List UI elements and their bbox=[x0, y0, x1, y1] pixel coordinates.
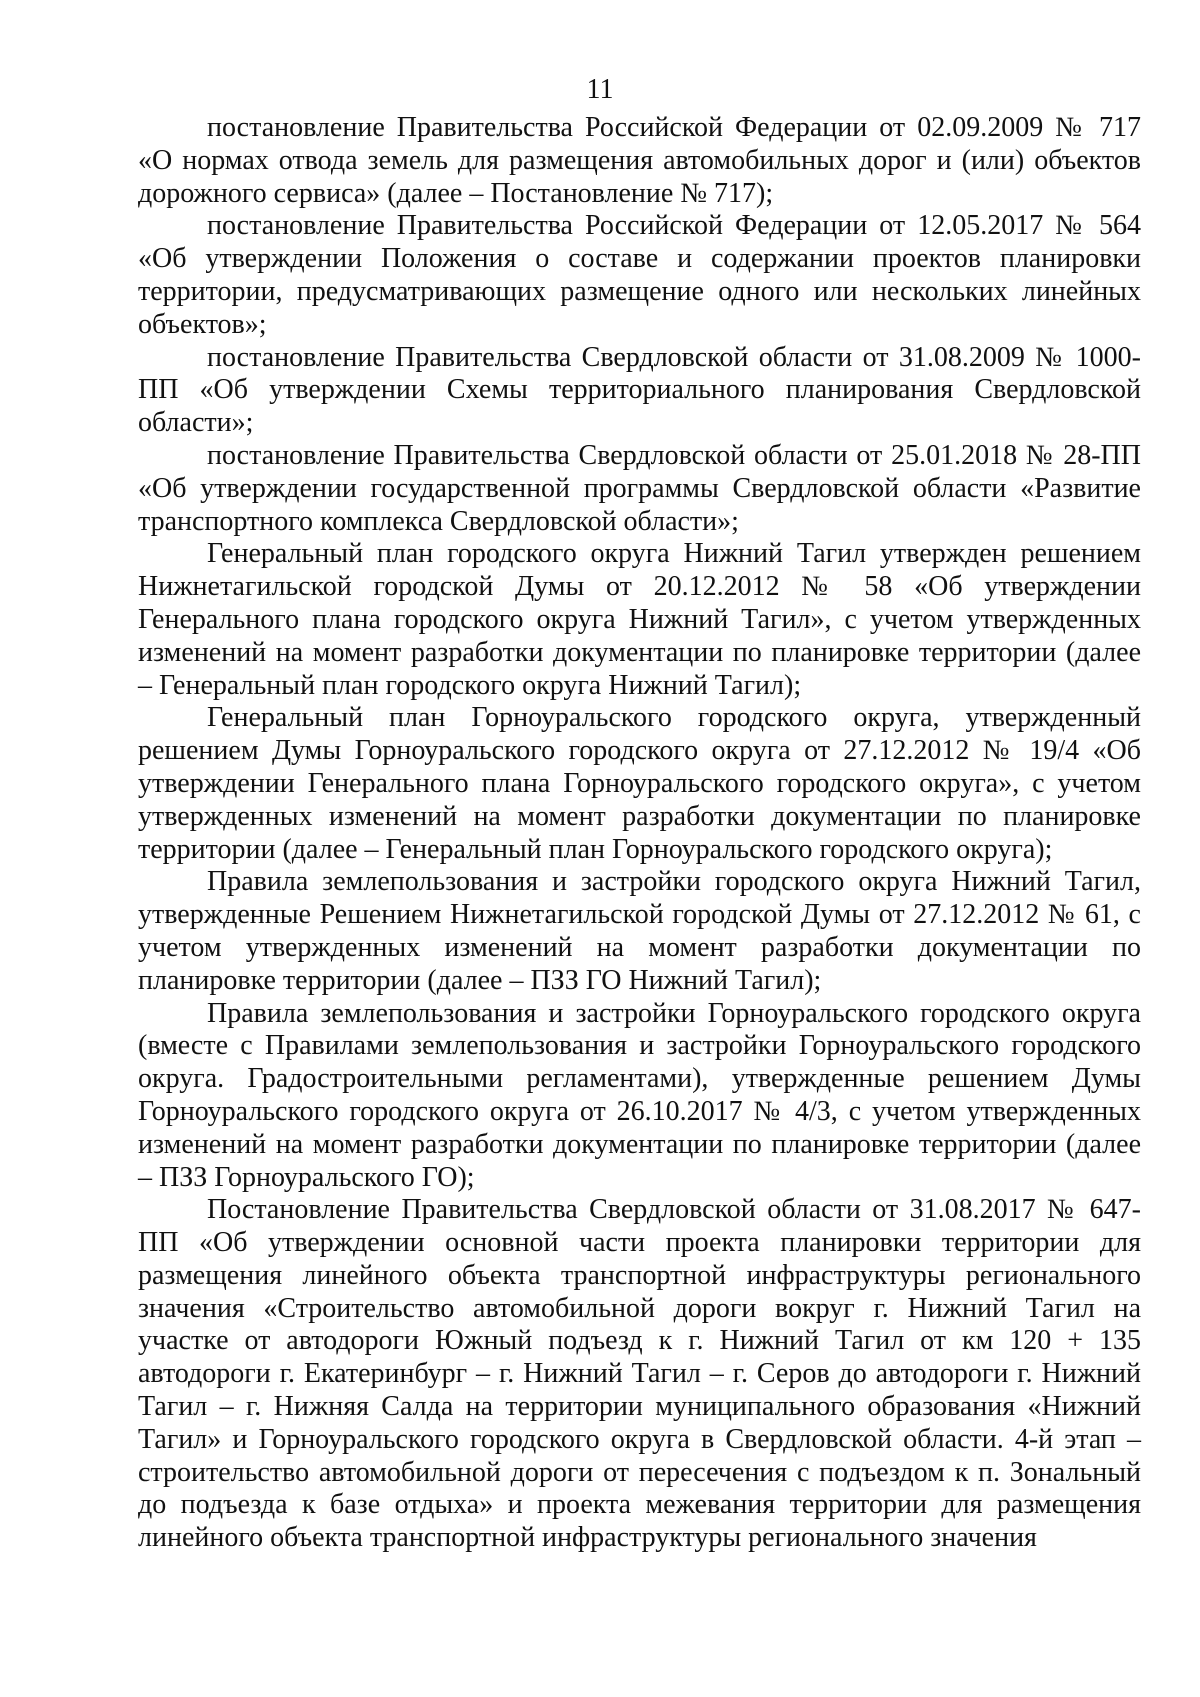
paragraph-general-plan-gornouralsky: Генеральный план Горноуральского городского округа, утвержденный решением Думы Горноуральского городского округа от 27.12.2012 № 19/4 «Об утверждении Генерального плана Горноуральского городского округа», с учетом утвержденных изменений на момент разработки документации по планировке территории (далее – Генеральный план Горноуральского городского округа); bbox=[138, 702, 1141, 865]
paragraph-general-plan-nizhny-tagil: Генеральный план городского округа Нижний Тагил утвержден решением Нижнетагильской городской Думы от 20.12.2012 № 58 «Об утверждении Генерального плана городского округа Нижний Тагил», с учетом утвержденных изменений на момент разработки документации по планировке территории (далее – Генеральный план городского округа Нижний Тагил); bbox=[138, 538, 1141, 701]
paragraph-land-use-rules-nizhny-tagil: Правила землепользования и застройки городского округа Нижний Тагил, утвержденные Решением Нижнетагильской городской Думы от 27.12.2012 № 61, с учетом утвержденных изменений на момент разработки документации по планировке территории (далее – ПЗЗ ГО Нижний Тагил); bbox=[138, 866, 1141, 996]
paragraph-resolution-564: постановление Правительства Российской Федерации от 12.05.2017 № 564 «Об утверждении Положения о составе и содержании проектов планировки территории, предусматривающих размещение одного или нескольких линейных объектов»; bbox=[138, 210, 1141, 340]
paragraph-resolution-1000-pp: постановление Правительства Свердловской области от 31.08.2009 № 1000-ПП «Об утверждении Схемы территориального планирования Свердловской области»; bbox=[138, 341, 1141, 439]
paragraph-resolution-717: постановление Правительства Российской Федерации от 02.09.2009 № 717 «О нормах отвода земель для размещения автомобильных дорог и (или) объектов дорожного сервиса» (далее – Постановление № 717); bbox=[138, 112, 1141, 209]
paragraph-resolution-647-pp: Постановление Правительства Свердловской области от 31.08.2017 № 647-ПП «Об утверждении основной части проекта планировки территории для размещения линейного объекта транспортной инфраструктуры регионального значения «Строительство автомобильной дороги вокруг г. Нижний Тагил на участке от автодороги Южный подъезд к г. Нижний Тагил от км 120 + 135 автодороги г. Екатеринбург – г. Нижний Тагил – г. Серов до автодороги г. Нижний Тагил – г. Нижняя Салда на территории муниципального образования «Нижний Тагил» и Горноуральского городского округа в Свердловской области. 4-й этап – строительство автомобильной дороги от пересечения с подъездом к п. Зональный до подъезда к базе отдыха» и проекта межевания территории для размещения линейного объекта транспортной инфраструктуры регионального значения bbox=[138, 1194, 1141, 1554]
document-body bbox=[138, 112, 1141, 1555]
paragraph-resolution-28-pp: постановление Правительства Свердловской области от 25.01.2018 № 28-ПП «Об утверждении государственной программы Свердловской области «Развитие транспортного комплекса Свердловской области»; bbox=[138, 439, 1141, 537]
page-number: 11 bbox=[586, 74, 614, 105]
paragraph-land-use-rules-gornouralsky: Правила землепользования и застройки Горноуральского городского округа (вместе с Правилами землепользования и застройки Горноуральского городского округа. Градостроительными регламентами), утвержденные решением Думы Горноуральского городского округа от 26.10.2017 № 4/3, с учетом утвержденных изменений на момент разработки документации по планировке территории (далее – ПЗЗ Горноуральского ГО); bbox=[138, 997, 1141, 1193]
